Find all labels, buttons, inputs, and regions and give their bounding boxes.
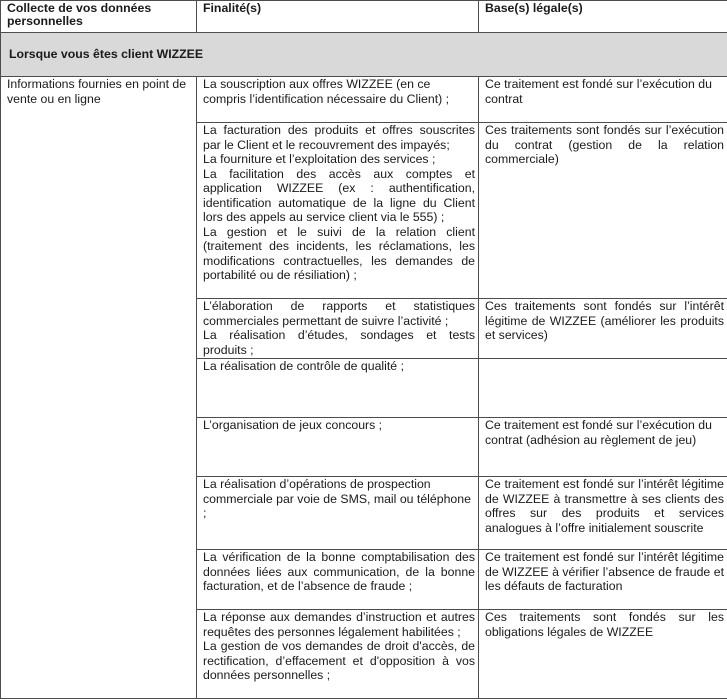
purpose-text: La facilitation des accès aux comptes et application WIZZEE (ex : authentification, identification automatique de la ligne du Client lors des appels au service client via le 555) ;: [203, 166, 475, 224]
legal-basis-cell: Ce traitement est fondé sur l’intérêt légitime de WIZZEE à transmettre à ses clients des offres sur des produits et services analogues à l’offre initialement souscrite: [479, 477, 727, 550]
purpose-cell: [197, 359, 479, 418]
legal-basis-cell: [479, 359, 727, 418]
legal-basis-cell: Ce traitement est fondé sur l’intérêt légitime de WIZZEE à vérifier l’absence de fraude et les défauts de facturation: [479, 550, 727, 610]
purpose-text: La gestion de vos demandes de droit d'accès, de rectification, d’effacement et d'opposition à vos données personnelles ;: [203, 639, 475, 682]
legal-basis-cell: Ce traitement est fondé sur l’exécution du contrat (adhésion au règlement de jeu): [479, 418, 727, 477]
purpose-text: L’élaboration de rapports et statistiques commerciales permettant de suivre l’activité ;: [203, 299, 475, 328]
purpose-text: La fourniture et l’exploitation des services ;: [203, 152, 436, 166]
legal-basis-cell: Ces traitements sont fondés sur l’exécution du contrat (gestion de la relation commerciale): [479, 123, 727, 299]
header-legal-basis: Base(s) légale(s): [479, 1, 727, 33]
purpose-cell: [197, 418, 479, 477]
purpose-cell: [197, 610, 479, 699]
purpose-text: L’organisation de jeux concours ;: [203, 418, 383, 432]
purpose-text: La réalisation d’études, sondages et tests produits ;: [203, 328, 475, 357]
section-title: Lorsque vous êtes client WIZZEE: [1, 33, 727, 77]
purpose-text: La vérification de la bonne comptabilisation des données liées aux communication, de la bonne facturation, et de l’absence de fraude ;: [203, 550, 475, 593]
purpose-text: La souscription aux offres WIZZEE (en ce compris l’identification nécessaire du Client) ;: [203, 77, 450, 106]
category-cell: Informations fournies en point de vente ou en ligne: [1, 77, 197, 699]
purpose-text: La réalisation d’opérations de prospection commerciale par voie de SMS, mail ou téléphone ;: [203, 477, 471, 520]
purpose-cell: [197, 550, 479, 610]
purpose-cell: [197, 123, 479, 299]
section-row: [1, 33, 727, 77]
legal-basis-cell: Ces traitements sont fondés sur l’intérêt légitime de WIZZEE (améliorer les produits et services): [479, 299, 727, 359]
purpose-cell: [197, 299, 479, 359]
header-data-collection: Collecte de vos données personnelles: [1, 1, 197, 33]
legal-basis-cell: Ce traitement est fondé sur l’exécution du contrat: [479, 77, 727, 123]
purpose-cell: [197, 77, 479, 123]
purpose-text: La réalisation de contrôle de qualité ;: [203, 359, 404, 373]
header-purposes: Finalité(s): [197, 1, 479, 33]
header-row: [1, 1, 727, 33]
purpose-text: La facturation des produits et offres souscrites par le Client et le recouvrement des impayés;: [203, 123, 475, 152]
purpose-text: La gestion et le suivi de la relation client (traitement des incidents, les réclamations, les modifications contractuelles, les demandes de portabilité ou de résiliation) ;: [203, 224, 475, 282]
table-row: [1, 77, 727, 123]
purpose-cell: [197, 477, 479, 550]
legal-basis-cell: Ces traitements sont fondés sur les obligations légales de WIZZEE: [479, 610, 727, 699]
purpose-text: La réponse aux demandes d’instruction et autres requêtes des personnes légalement habilitées ;: [203, 610, 475, 639]
